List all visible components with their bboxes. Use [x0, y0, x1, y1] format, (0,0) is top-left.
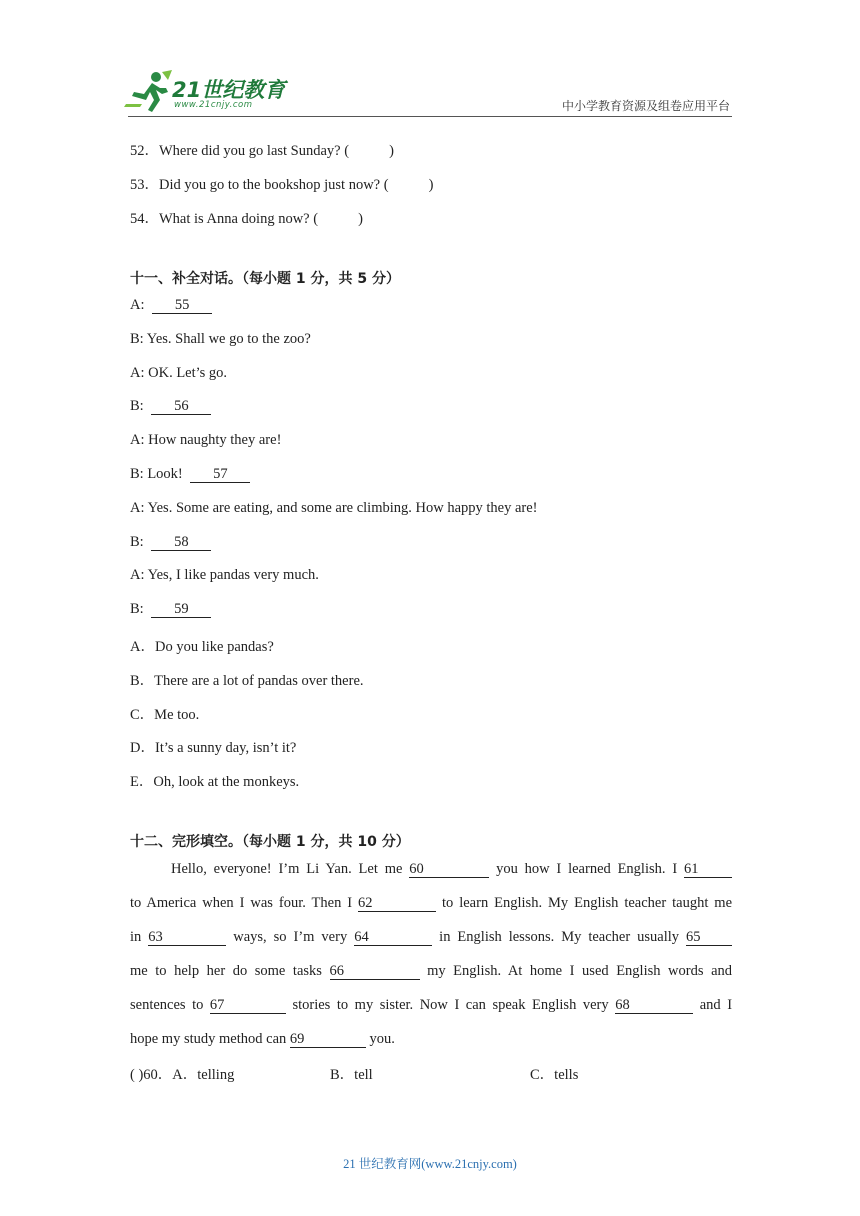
header-divider — [128, 116, 732, 117]
dialogue-line: A: Yes. Some are eating, and some are climbing. How happy they are! — [130, 500, 538, 516]
question-60-option-c: C．tells — [530, 1067, 579, 1083]
question-60: ( )60．A．telling — [130, 1067, 235, 1083]
answer-blank[interactable]: 65 — [686, 930, 732, 946]
dialogue-line: B: 58 — [130, 534, 211, 551]
dialogue-line: B: Look! 57 — [130, 466, 250, 483]
answer-blank[interactable]: 68 — [615, 998, 693, 1014]
dialogue-line: A: OK. Let’s go. — [130, 365, 228, 381]
passage-line: Hello, everyone! I’m Li Yan. Let me 60 you how I learned English. I 61 — [130, 852, 732, 886]
platform-text: 中小学教育资源及组卷应用平台 — [561, 99, 730, 113]
site-logo — [122, 70, 292, 116]
option-b: B．There are a lot of pandas over there. — [130, 673, 364, 689]
passage-line: me to help her do some tasks 66 my English. At home I used English words and — [130, 963, 732, 979]
logo-url: www.21cnjy.com — [174, 100, 253, 110]
answer-blank[interactable]: 60 — [409, 862, 489, 878]
logo-text: 21世纪教育 — [172, 78, 286, 102]
question-54: 54．What is Anna doing now? ( ) — [130, 211, 363, 227]
passage-line: hope my study method can 69 you. — [130, 1031, 395, 1047]
option-a: A．Do you like pandas? — [130, 639, 274, 655]
answer-blank[interactable]: 55 — [152, 298, 212, 314]
passage-line: sentences to 67 stories to my sister. Now I can speak English very 68 and I — [130, 997, 733, 1013]
cloze-passage — [130, 852, 732, 1056]
option-d: D．It’s a sunny day, isn’t it? — [130, 740, 297, 756]
answer-blank[interactable]: 59 — [151, 602, 211, 618]
question-52: 52．Where did you go last Sunday? ( ) — [130, 143, 394, 159]
dialogue-line: B: Yes. Shall we go to the zoo? — [130, 331, 311, 347]
answer-blank[interactable]: 56 — [151, 399, 211, 415]
answer-blank[interactable]: 62 — [358, 896, 436, 912]
passage-line: to America when I was four. Then I 62 to learn English. My English teacher taught me — [130, 895, 733, 911]
question-53: 53．Did you go to the bookshop just now? ( ) — [130, 177, 434, 193]
answer-blank[interactable]: 61 — [684, 862, 732, 878]
answer-blank[interactable]: 66 — [330, 964, 420, 980]
question-60-option-b: B．tell — [330, 1067, 373, 1083]
dialogue-line: B: 59 — [130, 601, 211, 618]
answer-blank[interactable]: 58 — [151, 535, 211, 551]
answer-blank[interactable]: 63 — [148, 930, 226, 946]
answer-blank[interactable]: 67 — [210, 998, 286, 1014]
section-12-title: 十二、完形填空。（每小题 1 分，共 10 分） — [130, 834, 410, 850]
dialogue-line: A: 55 — [130, 297, 212, 314]
dialogue-line: A: How naughty they are! — [130, 432, 282, 448]
option-c: C．Me too. — [130, 707, 200, 723]
dialogue-line: A: Yes, I like pandas very much. — [130, 567, 319, 583]
answer-blank[interactable]: 64 — [354, 930, 432, 946]
answer-blank[interactable]: 57 — [190, 467, 250, 483]
dialogue-line: B: 56 — [130, 398, 211, 415]
runner-logo-icon — [122, 70, 174, 116]
option-e: E．Oh, look at the monkeys. — [130, 774, 300, 790]
section-11-title: 十一、补全对话。（每小题 1 分，共 5 分） — [130, 271, 400, 287]
answer-blank[interactable]: 69 — [290, 1032, 366, 1048]
passage-line: in 63 ways, so I’m very 64 in English lessons. My teacher usually 65 — [130, 920, 732, 954]
page-footer: 21 世纪教育网(www.21cnjy.com) — [343, 1157, 517, 1171]
